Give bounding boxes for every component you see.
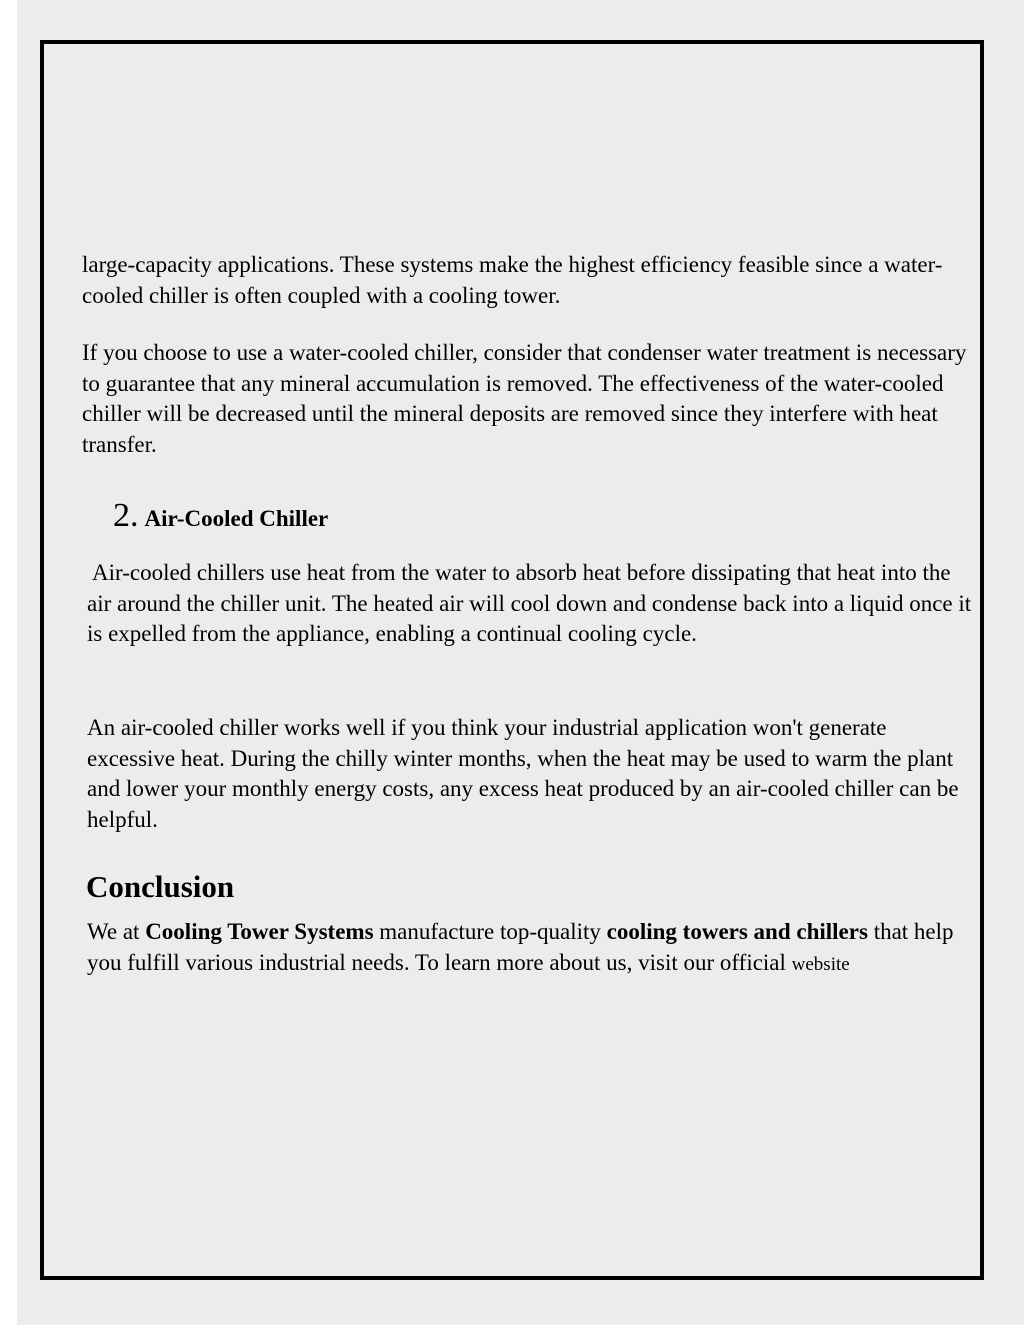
conclusion-heading: Conclusion (86, 869, 235, 904)
conclusion-text-2: manufacture top-quality (373, 919, 607, 944)
section-number: 2. (113, 497, 139, 534)
section-heading-air-cooled (113, 497, 328, 535)
paragraph-air-cooled-description: Air-cooled chillers use heat from the water to absorb heat before dissipating that heat into the air around the chiller unit. The heated air will cool down and condense back into a liquid once it is expelled from the appliance, enabling a continual cooling cycle. (87, 560, 972, 647)
section-title: Air-Cooled Chiller (144, 506, 329, 531)
paragraph-air-cooled-benefits: An air-cooled chiller works well if you think your industrial application won't generate excessive heat. During the chilly winter months, when the heat may be used to warm the plant and lower your monthly energy costs, any excess heat produced by an air-cooled chiller can be helpful. (87, 715, 959, 833)
company-name: Cooling Tower Systems (145, 919, 374, 944)
page-border (40, 40, 984, 1280)
product-name: cooling towers and chillers (606, 919, 868, 944)
conclusion-text-1: We at (87, 919, 146, 944)
paragraph-condenser-treatment: If you choose to use a water-cooled chiller, consider that condenser water treatment is necessary to guarantee that any mineral accumulation is removed. The effectiveness of the water-cooled chiller will be decreased until the mineral deposits are removed since they interfere with heat transfer. (82, 340, 967, 458)
paragraph-water-cooled-intro: large-capacity applications. These systems make the highest efficiency feasible since a water-cooled chiller is often coupled with a cooling tower. (82, 252, 943, 308)
conclusion-text-3: that help you fulfill various industrial needs. To learn more about us, visit our official (87, 919, 954, 975)
website-link[interactable]: website (791, 953, 850, 975)
conclusion-paragraph (87, 917, 967, 980)
